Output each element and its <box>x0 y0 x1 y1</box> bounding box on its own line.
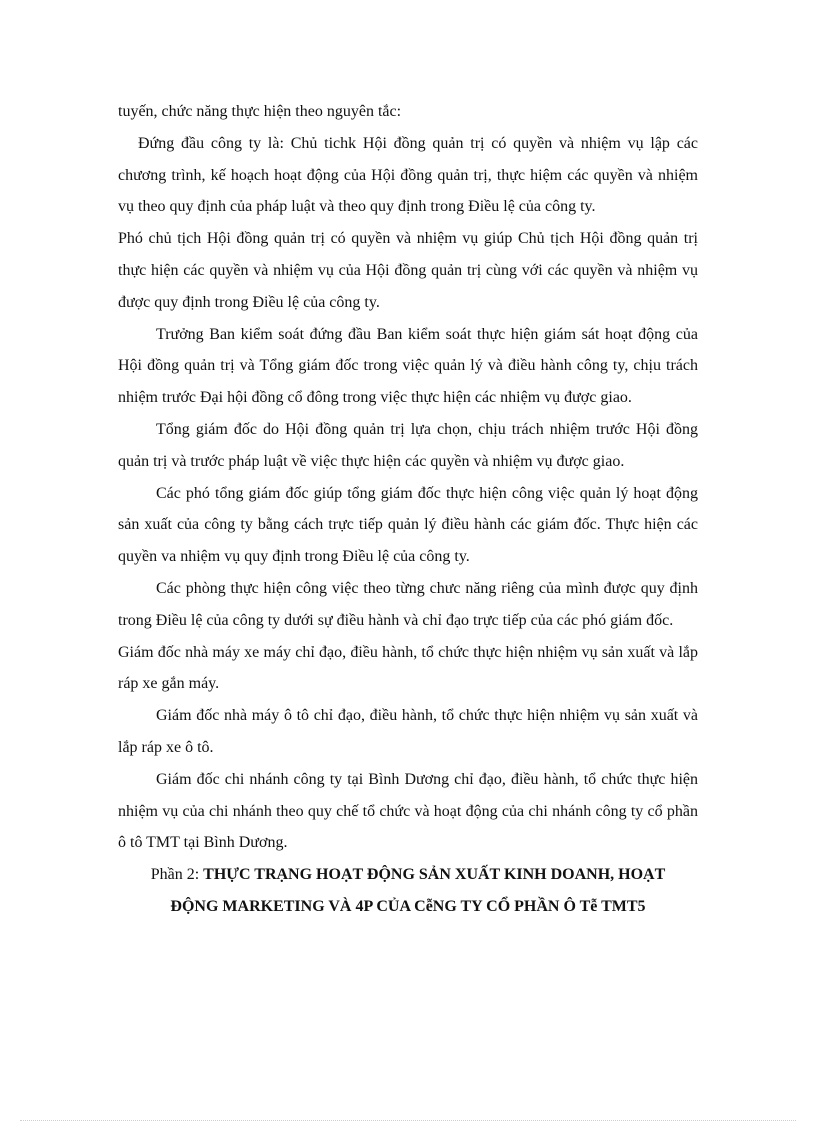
page-bottom-divider <box>20 1120 796 1121</box>
paragraph-8: Giám đốc nhà máy xe máy chỉ đạo, điều hành, tổ chức thực hiện nhiệm vụ sản xuất và lắp ráp xe gắn máy. <box>118 643 698 693</box>
paragraph-4: Trưởng Ban kiểm soát đứng đầu Ban kiểm soát thực hiện giám sát hoạt động của Hội đồng quản trị và Tổng giám đốc trong việc quản lý và điều hành công ty, chịu trách nhiệm trước Đại hội đồng cổ đông trong việc thực hiện các nhiệm vụ được giao. <box>118 325 698 407</box>
section-heading-line-2 <box>118 891 698 923</box>
paragraph-9: Giám đốc nhà máy ô tô chỉ đạo, điều hành, tổ chức thực hiện nhiệm vụ sản xuất và lắp ráp xe ô tô. <box>118 707 698 756</box>
document-page <box>118 96 698 923</box>
paragraph-6: Các phó tổng giám đốc giúp tổng giám đốc thực hiện công việc quản lý hoạt động sản xuất của công ty bằng cách trực tiếp quản lý điều hành các giám đốc. Thực hiện các quyền va nhiệm vụ quy định trong Điều lệ của công ty. <box>118 484 698 566</box>
paragraph-7: Các phòng thực hiện công việc theo từng chưc năng riêng của mình được quy định trong Điều lệ của công ty dưới sự điều hành và chỉ đạo trực tiếp của các phó giám đốc. <box>118 579 698 629</box>
section-heading-prefix: Phần 2: <box>150 866 204 884</box>
paragraph-5: Tổng giám đốc do Hội đồng quản trị lựa chọn, chịu trách nhiệm trước Hội đồng quản trị và trước pháp luật về việc thực hiện các quyền và nhiệm vụ được giao. <box>118 420 698 470</box>
paragraph-1: tuyến, chức năng thực hiện theo nguyên tắc: <box>118 103 402 120</box>
paragraph-2: Đứng đầu công ty là: Chủ tichk Hội đồng quản trị có quyền và nhiệm vụ lập các chương trình, kế hoạch hoạt động của Hội đồng quản trị, thực hiệm các quyền và nhiệm vụ theo quy định của pháp luật và theo quy định trong Điều lệ của công ty. <box>118 134 698 216</box>
section-heading-title-line-1: THỰC TRẠNG HOẠT ĐỘNG SẢN XUẤT KINH DOANH, HOẠT <box>203 866 666 884</box>
paragraph-10: Giám đốc chi nhánh công ty tại Bình Dương chỉ đạo, điều hành, tổ chức thực hiện nhiệm vụ của chi nhánh theo quy chế tổ chức và hoạt động của chi nhánh công ty cổ phần ô tô TMT tại Bình Dương. <box>118 770 698 852</box>
paragraph-3: Phó chủ tịch Hội đồng quản trị có quyền và nhiệm vụ giúp Chủ tịch Hội đồng quản trị thực hiện các quyền và nhiệm vụ của Hội đồng quản trị cùng với các quyền và nhiệm vụ được quy định trong Điều lệ của công ty. <box>118 230 698 311</box>
section-heading-title-line-2: ĐỘNG MARKETING VÀ 4P CỦA CễNG TY CỔ PHẦN Ô Tễ TMT5 <box>170 897 646 915</box>
section-heading-line-1 <box>118 859 698 891</box>
